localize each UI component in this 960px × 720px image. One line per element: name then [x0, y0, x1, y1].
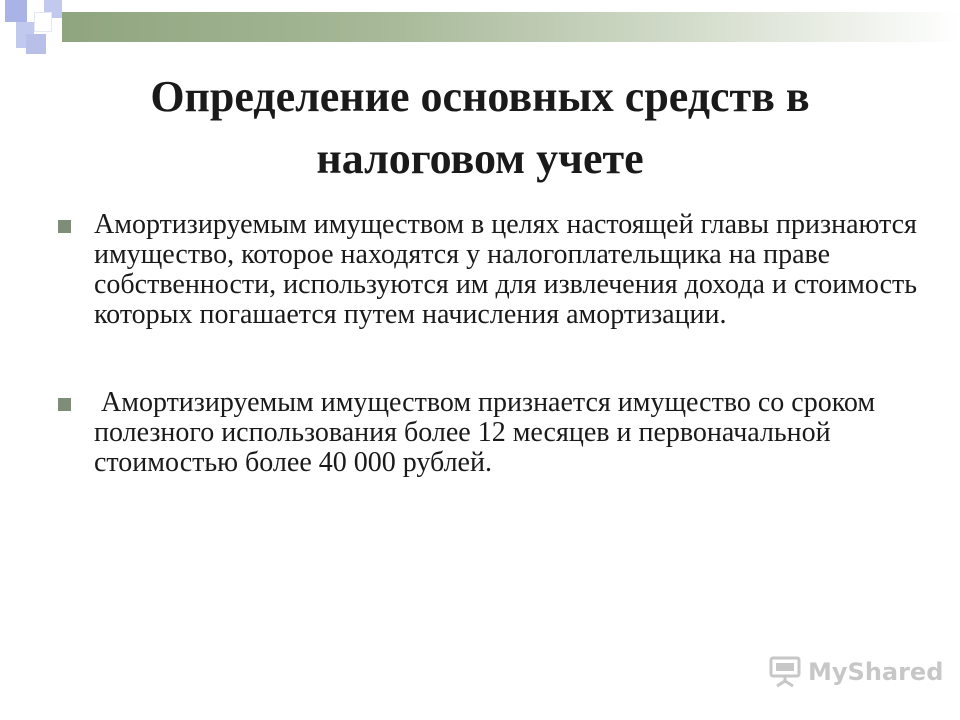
- header-gradient-bar: [62, 12, 960, 42]
- decor-square: [26, 34, 46, 54]
- bullet-text: Амортизируемым имуществом в целях настоящей главы признаются имущество, которое находятся у налогоплательщика на праве собственности, используются им для извлечения дохода и стоимость которых погашается путем начисления амортизации.: [94, 209, 925, 330]
- bullet-item: [58, 209, 925, 330]
- square-bullet-icon: [58, 398, 71, 411]
- bullet-list: [58, 209, 925, 478]
- presentation-board-icon: [768, 655, 802, 689]
- decor-square: [34, 12, 52, 32]
- slide-title: Определение основных средств в налоговом учете: [150, 72, 810, 183]
- decor-square: [5, 0, 27, 22]
- bullet-text: Амортизируемым имуществом признается имущество со сроком полезного использования более 12 месяцев и первоначальной стоимостью более 40 000 рублей.: [94, 387, 883, 478]
- square-bullet-icon: [58, 220, 71, 233]
- bullet-item: [58, 388, 918, 478]
- myshared-watermark: [768, 655, 943, 689]
- watermark-text: MyShared: [808, 658, 944, 686]
